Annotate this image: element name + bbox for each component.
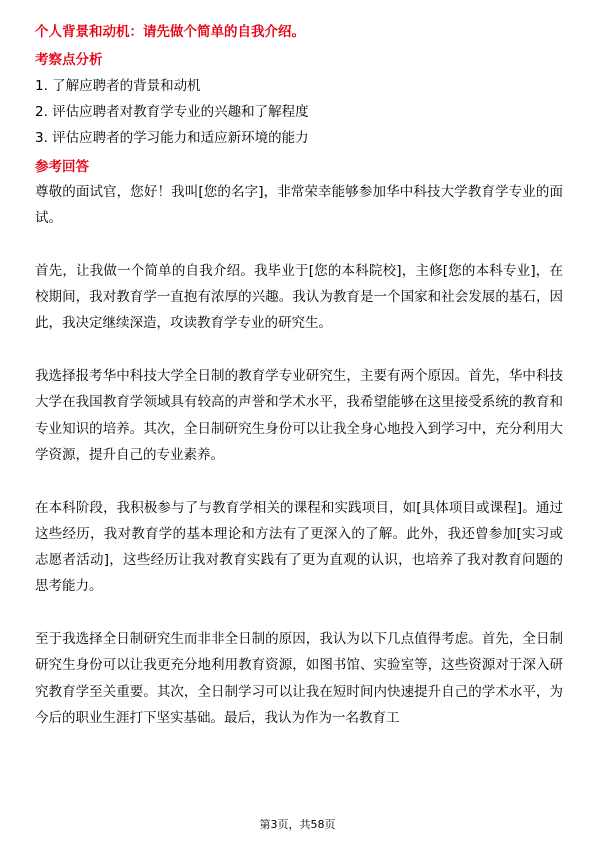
answer-heading: 参考回答: [35, 159, 89, 175]
answer-paragraph: 首先，让我做一个简单的自我介绍。我毕业于[您的本科院校]，主修[您的本科专业]，在校期间，我对教育学一直抱有浓厚的兴趣。我认为教育是一个国家和社会发展的基石，因此，我决定继续深造，攻读教育学专业的研究生。: [35, 262, 563, 332]
answer-paragraph: 至于我选择全日制研究生而非非全日制的原因，我认为以下几点值得考虑。首先，全日制研究生身份可以让我更充分地利用教育资源，如图书馆、实验室等，这些资源对于深入研究教育学至关重要。其次，全日制学习可以让我在短时间内快速提升自己的学术水平，为今后的职业生涯打下坚实基础。最后，我认为作为一名教育工: [35, 631, 563, 726]
page-number: 第3页，共58页: [259, 818, 336, 831]
analysis-point: 1. 了解应聘者的背景和动机: [35, 78, 201, 94]
analysis-list: [35, 73, 563, 151]
answer-paragraph: 我选择报考华中科技大学全日制的教育学专业研究生，主要有两个原因。首先，华中科技大学在我国教育学领域具有较高的声誉和学术水平，我希望能够在这里接受系统的教育和专业知识的培养。其次，全日制研究生身份可以让我全身心地投入到学习中，充分利用大学资源，提升自己的专业素养。: [35, 368, 563, 463]
answer-text: [35, 179, 563, 731]
question-title: 个人背景和动机：请先做个简单的自我介绍。: [35, 24, 305, 40]
analysis-point: 3. 评估应聘者的学习能力和适应新环境的能力: [35, 130, 309, 146]
analysis-point: 2. 评估应聘者对教育学专业的兴趣和了解程度: [35, 104, 309, 120]
analysis-heading: 考察点分析: [35, 52, 103, 68]
answer-paragraph: 在本科阶段，我积极参与了与教育学相关的课程和实践项目，如[具体项目或课程]。通过这些经历，我对教育学的基本理论和方法有了更深入的了解。此外，我还曾参加[实习或志愿者活动]，这些经历让我对教育实践有了更为直观的认识，也培养了我对教育问题的思考能力。: [35, 499, 563, 595]
answer-paragraph: 尊敬的面试官，您好！我叫[您的名字]，非常荣幸能够参加华中科技大学教育学专业的面试。: [35, 184, 563, 227]
document-body: [35, 22, 563, 758]
